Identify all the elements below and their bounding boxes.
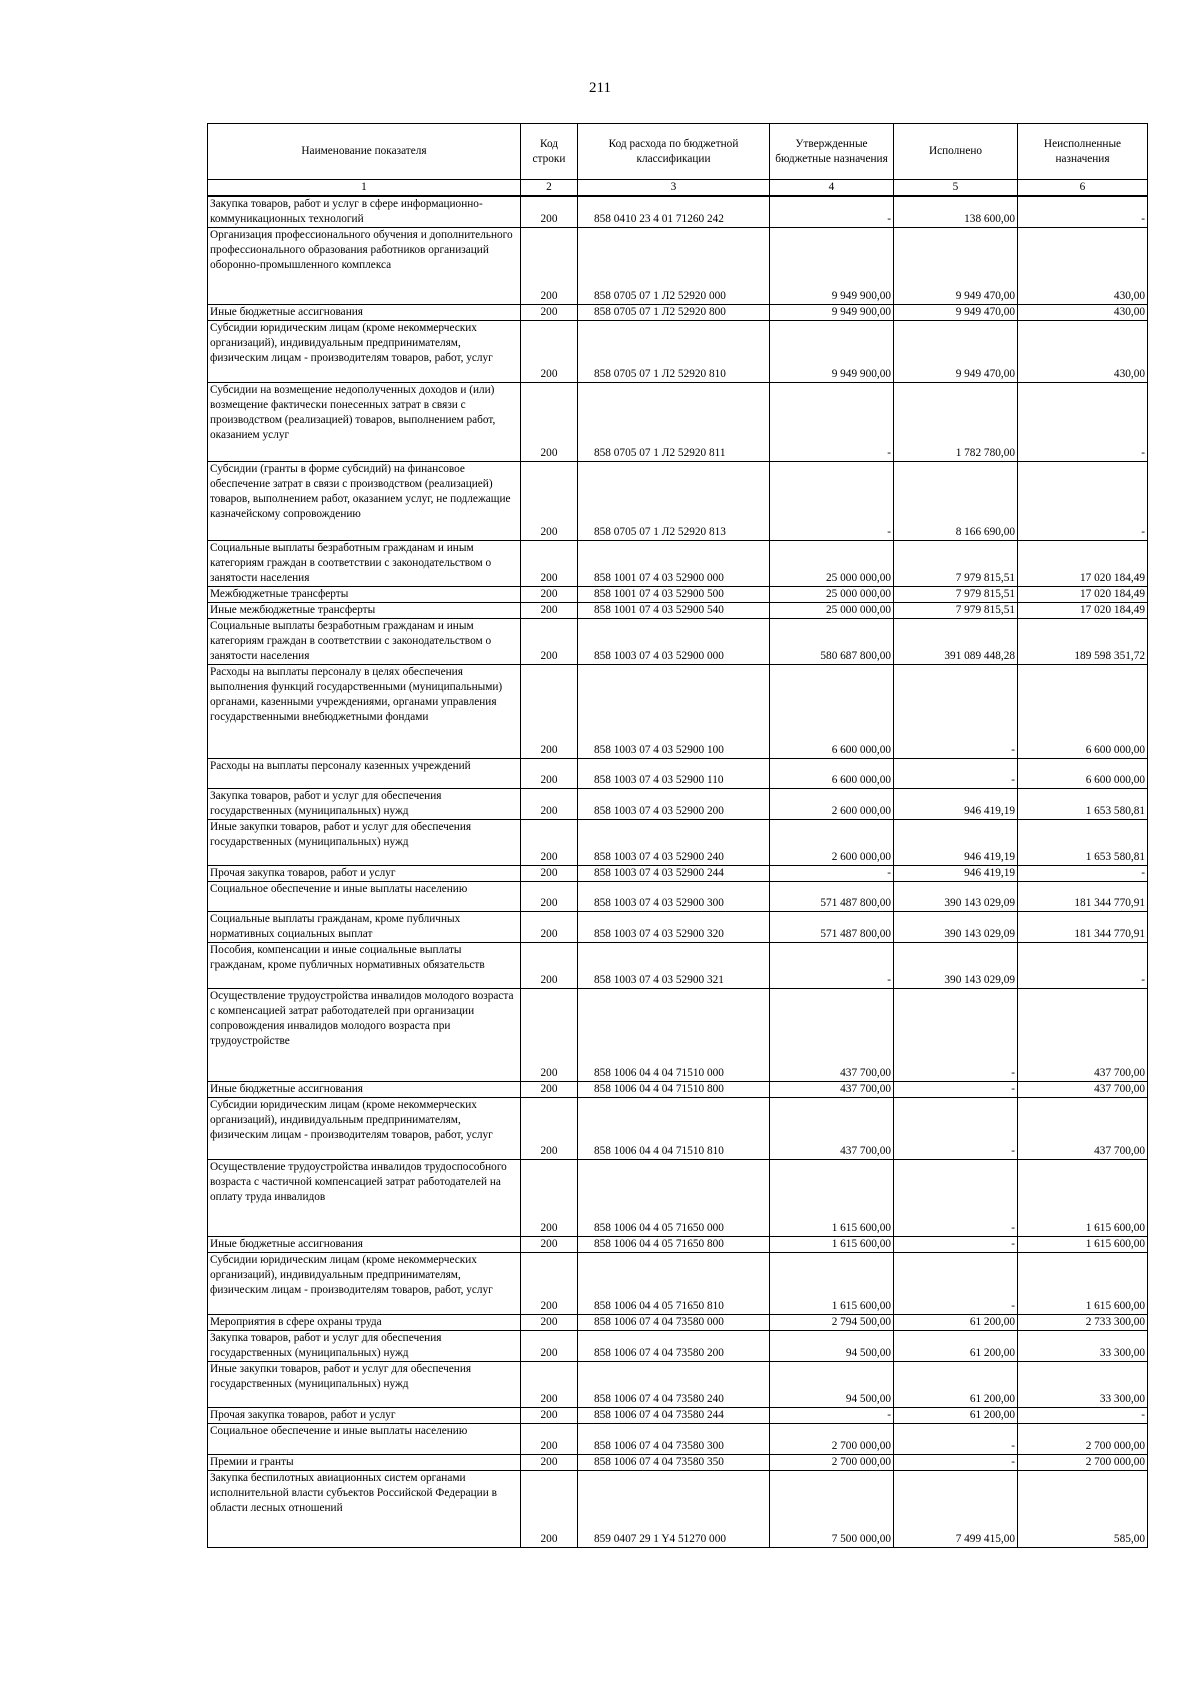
approved-amount-cell: - — [770, 196, 894, 228]
classification-code-cell: 858 1001 07 4 03 52900 000 — [578, 541, 770, 587]
indicator-name-cell: Социальные выплаты гражданам, кроме публичных нормативных социальных выплат — [208, 912, 521, 943]
executed-amount-cell: - — [894, 759, 1018, 789]
table-row — [208, 789, 1148, 820]
line-code-cell: 200 — [521, 820, 578, 866]
classification-code-cell: 858 1003 07 4 03 52900 300 — [578, 882, 770, 912]
column-number: 2 — [521, 180, 578, 197]
table-row — [208, 462, 1148, 541]
approved-amount-cell: 25 000 000,00 — [770, 587, 894, 603]
approved-amount-cell: 580 687 800,00 — [770, 619, 894, 665]
indicator-name-cell: Субсидии (гранты в форме субсидий) на финансовое обеспечение затрат в связи с производством (реализацией) товаров, выполнением работ, оказанием услуг, не подлежащие казначейскому сопровождению — [208, 462, 521, 541]
executed-amount-cell: 1 782 780,00 — [894, 383, 1018, 462]
executed-amount-cell: 390 143 029,09 — [894, 912, 1018, 943]
unexecuted-amount-cell: 2 733 300,00 — [1018, 1315, 1148, 1331]
unexecuted-amount-cell: 437 700,00 — [1018, 989, 1148, 1082]
executed-amount-cell: - — [894, 1160, 1018, 1237]
executed-amount-cell: 9 949 470,00 — [894, 228, 1018, 305]
approved-amount-cell: 2 700 000,00 — [770, 1455, 894, 1471]
header-row — [208, 124, 1148, 180]
line-code-cell: 200 — [521, 228, 578, 305]
indicator-name-cell: Субсидии юридическим лицам (кроме некоммерческих организаций), индивидуальным предпринимателям, физическим лицам - производителям товаров, работ, услуг — [208, 1253, 521, 1315]
unexecuted-amount-cell: - — [1018, 1408, 1148, 1424]
approved-amount-cell: - — [770, 866, 894, 882]
column-number: 4 — [770, 180, 894, 197]
executed-amount-cell: - — [894, 1253, 1018, 1315]
unexecuted-amount-cell: 1 615 600,00 — [1018, 1160, 1148, 1237]
line-code-cell: 200 — [521, 789, 578, 820]
indicator-name-cell: Пособия, компенсации и иные социальные выплаты гражданам, кроме публичных нормативных обязательств — [208, 943, 521, 989]
unexecuted-amount-cell: 1 653 580,81 — [1018, 789, 1148, 820]
column-number: 1 — [208, 180, 521, 197]
line-code-cell: 200 — [521, 1471, 578, 1548]
executed-amount-cell: - — [894, 1237, 1018, 1253]
column-number: 5 — [894, 180, 1018, 197]
unexecuted-amount-cell: 17 020 184,49 — [1018, 603, 1148, 619]
line-code-cell: 200 — [521, 1331, 578, 1362]
line-code-cell: 200 — [521, 882, 578, 912]
approved-amount-cell: 6 600 000,00 — [770, 665, 894, 759]
classification-code-cell: 858 1006 04 4 04 71510 000 — [578, 989, 770, 1082]
classification-code-cell: 858 1006 04 4 04 71510 810 — [578, 1098, 770, 1160]
unexecuted-amount-cell: 181 344 770,91 — [1018, 882, 1148, 912]
classification-code-cell: 858 1006 07 4 04 73580 200 — [578, 1331, 770, 1362]
indicator-name-cell: Мероприятия в сфере охраны труда — [208, 1315, 521, 1331]
executed-amount-cell: - — [894, 1455, 1018, 1471]
line-code-cell: 200 — [521, 196, 578, 228]
executed-amount-cell: 7 979 815,51 — [894, 603, 1018, 619]
unexecuted-amount-cell: - — [1018, 943, 1148, 989]
table-row — [208, 1098, 1148, 1160]
indicator-name-cell: Субсидии юридическим лицам (кроме некоммерческих организаций), индивидуальным предпринимателям, физическим лицам - производителям товаров, работ, услуг — [208, 1098, 521, 1160]
indicator-name-cell: Осуществление трудоустройства инвалидов трудоспособного возраста с частичной компенсацией затрат работодателей на оплату труда инвалидов — [208, 1160, 521, 1237]
unexecuted-amount-cell: 6 600 000,00 — [1018, 665, 1148, 759]
executed-amount-cell: - — [894, 1082, 1018, 1098]
column-number: 6 — [1018, 180, 1148, 197]
indicator-name-cell: Расходы на выплаты персоналу в целях обеспечения выполнения функций государственными (муниципальными) органами, казенными учреждениями, органами управления государственными внебюджетными фондами — [208, 665, 521, 759]
line-code-cell: 200 — [521, 1408, 578, 1424]
classification-code-cell: 858 1003 07 4 03 52900 321 — [578, 943, 770, 989]
table-row — [208, 305, 1148, 321]
unexecuted-amount-cell: 17 020 184,49 — [1018, 541, 1148, 587]
executed-amount-cell: - — [894, 665, 1018, 759]
indicator-name-cell: Субсидии на возмещение недополученных доходов и (или) возмещение фактически понесенных затрат в связи с производством (реализацией) товаров, выполнением работ, оказанием услуг — [208, 383, 521, 462]
line-code-cell: 200 — [521, 1253, 578, 1315]
classification-code-cell: 858 0705 07 1 Л2 52920 811 — [578, 383, 770, 462]
classification-code-cell: 858 1003 07 4 03 52900 110 — [578, 759, 770, 789]
approved-amount-cell: - — [770, 1408, 894, 1424]
executed-amount-cell: 61 200,00 — [894, 1408, 1018, 1424]
table-row — [208, 866, 1148, 882]
indicator-name-cell: Иные бюджетные ассигнования — [208, 1082, 521, 1098]
classification-code-cell: 858 1006 07 4 04 73580 244 — [578, 1408, 770, 1424]
classification-code-cell: 858 1001 07 4 03 52900 540 — [578, 603, 770, 619]
table-row — [208, 603, 1148, 619]
executed-amount-cell: 7 979 815,51 — [894, 541, 1018, 587]
table-row — [208, 1331, 1148, 1362]
approved-amount-cell: 9 949 900,00 — [770, 305, 894, 321]
approved-amount-cell: 25 000 000,00 — [770, 541, 894, 587]
unexecuted-amount-cell: 6 600 000,00 — [1018, 759, 1148, 789]
classification-code-cell: 858 1003 07 4 03 52900 000 — [578, 619, 770, 665]
indicator-name-cell: Межбюджетные трансферты — [208, 587, 521, 603]
executed-amount-cell: - — [894, 1424, 1018, 1455]
indicator-name-cell: Закупка беспилотных авиационных систем органами исполнительной власти субъектов Российской Федерации в области лесных отношений — [208, 1471, 521, 1548]
unexecuted-amount-cell: 2 700 000,00 — [1018, 1424, 1148, 1455]
line-code-cell: 200 — [521, 587, 578, 603]
classification-code-cell: 858 1003 07 4 03 52900 100 — [578, 665, 770, 759]
classification-code-cell: 859 0407 29 1 Y4 51270 000 — [578, 1471, 770, 1548]
executed-amount-cell: 61 200,00 — [894, 1315, 1018, 1331]
unexecuted-amount-cell: - — [1018, 383, 1148, 462]
indicator-name-cell: Социальное обеспечение и иные выплаты населению — [208, 882, 521, 912]
classification-code-cell: 858 0705 07 1 Л2 52920 800 — [578, 305, 770, 321]
classification-code-cell: 858 1003 07 4 03 52900 244 — [578, 866, 770, 882]
page-number: 211 — [589, 80, 611, 96]
column-number-row — [208, 180, 1148, 197]
indicator-name-cell: Социальное обеспечение и иные выплаты населению — [208, 1424, 521, 1455]
table-row — [208, 587, 1148, 603]
budget-execution-table — [207, 123, 1148, 1548]
classification-code-cell: 858 0705 07 1 Л2 52920 000 — [578, 228, 770, 305]
approved-amount-cell: 437 700,00 — [770, 1082, 894, 1098]
approved-amount-cell: 6 600 000,00 — [770, 759, 894, 789]
executed-amount-cell: 61 200,00 — [894, 1331, 1018, 1362]
table-row — [208, 196, 1148, 228]
table-row — [208, 1424, 1148, 1455]
unexecuted-amount-cell: 33 300,00 — [1018, 1331, 1148, 1362]
indicator-name-cell: Иные закупки товаров, работ и услуг для обеспечения государственных (муниципальных) нужд — [208, 1362, 521, 1408]
indicator-name-cell: Иные закупки товаров, работ и услуг для обеспечения государственных (муниципальных) нужд — [208, 820, 521, 866]
indicator-name-cell: Иные бюджетные ассигнования — [208, 305, 521, 321]
executed-amount-cell: 946 419,19 — [894, 789, 1018, 820]
header-executed: Исполнено — [894, 124, 1018, 180]
table-row — [208, 321, 1148, 383]
approved-amount-cell: - — [770, 943, 894, 989]
approved-amount-cell: 94 500,00 — [770, 1362, 894, 1408]
executed-amount-cell: 391 089 448,28 — [894, 619, 1018, 665]
unexecuted-amount-cell: 181 344 770,91 — [1018, 912, 1148, 943]
indicator-name-cell: Расходы на выплаты персоналу казенных учреждений — [208, 759, 521, 789]
line-code-cell: 200 — [521, 619, 578, 665]
executed-amount-cell: - — [894, 989, 1018, 1082]
unexecuted-amount-cell: 437 700,00 — [1018, 1098, 1148, 1160]
approved-amount-cell: 2 600 000,00 — [770, 789, 894, 820]
approved-amount-cell: 1 615 600,00 — [770, 1160, 894, 1237]
indicator-name-cell: Иные бюджетные ассигнования — [208, 1237, 521, 1253]
table-row — [208, 882, 1148, 912]
line-code-cell: 200 — [521, 462, 578, 541]
line-code-cell: 200 — [521, 866, 578, 882]
executed-amount-cell: 138 600,00 — [894, 196, 1018, 228]
table-row — [208, 943, 1148, 989]
indicator-name-cell: Закупка товаров, работ и услуг в сфере информационно-коммуникационных технологий — [208, 196, 521, 228]
classification-code-cell: 858 1003 07 4 03 52900 320 — [578, 912, 770, 943]
indicator-name-cell: Закупка товаров, работ и услуг для обеспечения государственных (муниципальных) нужд — [208, 789, 521, 820]
line-code-cell: 200 — [521, 1237, 578, 1253]
line-code-cell: 200 — [521, 759, 578, 789]
approved-amount-cell: 9 949 900,00 — [770, 321, 894, 383]
classification-code-cell: 858 1003 07 4 03 52900 240 — [578, 820, 770, 866]
unexecuted-amount-cell: 430,00 — [1018, 305, 1148, 321]
executed-amount-cell: 7 499 415,00 — [894, 1471, 1018, 1548]
approved-amount-cell: 94 500,00 — [770, 1331, 894, 1362]
approved-amount-cell: 2 600 000,00 — [770, 820, 894, 866]
indicator-name-cell: Закупка товаров, работ и услуг для обеспечения государственных (муниципальных) нужд — [208, 1331, 521, 1362]
classification-code-cell: 858 1006 07 4 04 73580 000 — [578, 1315, 770, 1331]
indicator-name-cell: Прочая закупка товаров, работ и услуг — [208, 1408, 521, 1424]
table-body — [208, 196, 1148, 1548]
executed-amount-cell: 946 419,19 — [894, 866, 1018, 882]
classification-code-cell: 858 1001 07 4 03 52900 500 — [578, 587, 770, 603]
unexecuted-amount-cell: - — [1018, 866, 1148, 882]
executed-amount-cell: 8 166 690,00 — [894, 462, 1018, 541]
approved-amount-cell: 9 949 900,00 — [770, 228, 894, 305]
classification-code-cell: 858 0705 07 1 Л2 52920 813 — [578, 462, 770, 541]
classification-code-cell: 858 1006 07 4 04 73580 240 — [578, 1362, 770, 1408]
line-code-cell: 200 — [521, 1455, 578, 1471]
approved-amount-cell: 571 487 800,00 — [770, 912, 894, 943]
approved-amount-cell: 1 615 600,00 — [770, 1253, 894, 1315]
table-row — [208, 1253, 1148, 1315]
line-code-cell: 200 — [521, 305, 578, 321]
classification-code-cell: 858 0410 23 4 01 71260 242 — [578, 196, 770, 228]
unexecuted-amount-cell: 430,00 — [1018, 321, 1148, 383]
indicator-name-cell: Субсидии юридическим лицам (кроме некоммерческих организаций), индивидуальным предпринимателям, физическим лицам - производителям товаров, работ, услуг — [208, 321, 521, 383]
table-row — [208, 759, 1148, 789]
indicator-name-cell: Организация профессионального обучения и дополнительного профессионального образования работников организаций оборонно-промышленного комплекса — [208, 228, 521, 305]
line-code-cell: 200 — [521, 1082, 578, 1098]
line-code-cell: 200 — [521, 1315, 578, 1331]
approved-amount-cell: 437 700,00 — [770, 989, 894, 1082]
unexecuted-amount-cell: 437 700,00 — [1018, 1082, 1148, 1098]
table-row — [208, 1160, 1148, 1237]
approved-amount-cell: - — [770, 462, 894, 541]
line-code-cell: 200 — [521, 943, 578, 989]
executed-amount-cell: 9 949 470,00 — [894, 321, 1018, 383]
indicator-name-cell: Социальные выплаты безработным гражданам и иным категориям граждан в соответствии с законодательством о занятости населения — [208, 619, 521, 665]
classification-code-cell: 858 1006 04 4 05 71650 800 — [578, 1237, 770, 1253]
classification-code-cell: 858 1006 07 4 04 73580 300 — [578, 1424, 770, 1455]
table-row — [208, 619, 1148, 665]
approved-amount-cell: 2 700 000,00 — [770, 1424, 894, 1455]
unexecuted-amount-cell: 1 615 600,00 — [1018, 1237, 1148, 1253]
table-row — [208, 820, 1148, 866]
line-code-cell: 200 — [521, 665, 578, 759]
table-row — [208, 912, 1148, 943]
line-code-cell: 200 — [521, 1160, 578, 1237]
executed-amount-cell: 390 143 029,09 — [894, 943, 1018, 989]
header-approved: Утвержденные бюджетные назначения — [770, 124, 894, 180]
classification-code-cell: 858 1006 04 4 05 71650 000 — [578, 1160, 770, 1237]
table-row — [208, 383, 1148, 462]
indicator-name-cell: Прочая закупка товаров, работ и услуг — [208, 866, 521, 882]
table-row — [208, 989, 1148, 1082]
unexecuted-amount-cell: - — [1018, 196, 1148, 228]
approved-amount-cell: 571 487 800,00 — [770, 882, 894, 912]
line-code-cell: 200 — [521, 912, 578, 943]
indicator-name-cell: Осуществление трудоустройства инвалидов молодого возраста с компенсацией затрат работодателей при организации сопровождения инвалидов молодого возраста при трудоустройстве — [208, 989, 521, 1082]
unexecuted-amount-cell: 1 653 580,81 — [1018, 820, 1148, 866]
unexecuted-amount-cell: - — [1018, 462, 1148, 541]
indicator-name-cell: Социальные выплаты безработным гражданам и иным категориям граждан в соответствии с законодательством о занятости населения — [208, 541, 521, 587]
executed-amount-cell: 390 143 029,09 — [894, 882, 1018, 912]
table-row — [208, 541, 1148, 587]
indicator-name-cell: Иные межбюджетные трансферты — [208, 603, 521, 619]
line-code-cell: 200 — [521, 383, 578, 462]
unexecuted-amount-cell: 2 700 000,00 — [1018, 1455, 1148, 1471]
executed-amount-cell: 946 419,19 — [894, 820, 1018, 866]
table-row — [208, 1455, 1148, 1471]
column-number: 3 — [578, 180, 770, 197]
line-code-cell: 200 — [521, 1098, 578, 1160]
table-row — [208, 1082, 1148, 1098]
header-unexecuted: Неисполненные назначения — [1018, 124, 1148, 180]
table-row — [208, 1362, 1148, 1408]
classification-code-cell: 858 0705 07 1 Л2 52920 810 — [578, 321, 770, 383]
line-code-cell: 200 — [521, 541, 578, 587]
classification-code-cell: 858 1006 04 4 05 71650 810 — [578, 1253, 770, 1315]
line-code-cell: 200 — [521, 1424, 578, 1455]
approved-amount-cell: 25 000 000,00 — [770, 603, 894, 619]
approved-amount-cell: 437 700,00 — [770, 1098, 894, 1160]
table-row — [208, 228, 1148, 305]
unexecuted-amount-cell: 430,00 — [1018, 228, 1148, 305]
executed-amount-cell: 7 979 815,51 — [894, 587, 1018, 603]
line-code-cell: 200 — [521, 321, 578, 383]
unexecuted-amount-cell: 33 300,00 — [1018, 1362, 1148, 1408]
unexecuted-amount-cell: 17 020 184,49 — [1018, 587, 1148, 603]
table-row — [208, 665, 1148, 759]
unexecuted-amount-cell: 1 615 600,00 — [1018, 1253, 1148, 1315]
table-row — [208, 1237, 1148, 1253]
unexecuted-amount-cell: 585,00 — [1018, 1471, 1148, 1548]
line-code-cell: 200 — [521, 989, 578, 1082]
indicator-name-cell: Премии и гранты — [208, 1455, 521, 1471]
executed-amount-cell: 61 200,00 — [894, 1362, 1018, 1408]
classification-code-cell: 858 1006 07 4 04 73580 350 — [578, 1455, 770, 1471]
table-row — [208, 1471, 1148, 1548]
executed-amount-cell: 9 949 470,00 — [894, 305, 1018, 321]
table-row — [208, 1315, 1148, 1331]
approved-amount-cell: 2 794 500,00 — [770, 1315, 894, 1331]
line-code-cell: 200 — [521, 1362, 578, 1408]
header-line-code: Код строки — [521, 124, 578, 180]
line-code-cell: 200 — [521, 603, 578, 619]
header-budget-classification: Код расхода по бюджетной классификации — [578, 124, 770, 180]
approved-amount-cell: 1 615 600,00 — [770, 1237, 894, 1253]
classification-code-cell: 858 1003 07 4 03 52900 200 — [578, 789, 770, 820]
approved-amount-cell: - — [770, 383, 894, 462]
unexecuted-amount-cell: 189 598 351,72 — [1018, 619, 1148, 665]
executed-amount-cell: - — [894, 1098, 1018, 1160]
header-indicator-name: Наименование показателя — [208, 124, 521, 180]
classification-code-cell: 858 1006 04 4 04 71510 800 — [578, 1082, 770, 1098]
approved-amount-cell: 7 500 000,00 — [770, 1471, 894, 1548]
table-row — [208, 1408, 1148, 1424]
